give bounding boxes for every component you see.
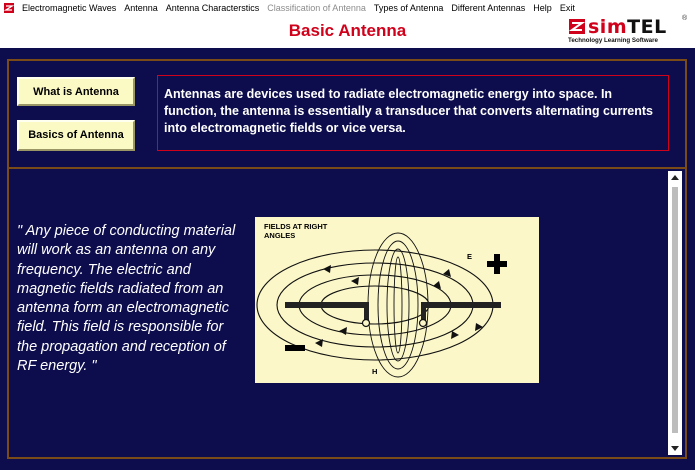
definition-box (157, 75, 669, 151)
scroll-down-icon[interactable] (671, 446, 679, 451)
menu-types-of-antenna[interactable]: Types of Antenna (373, 3, 444, 13)
h-field-line (378, 241, 418, 369)
menu-antenna-characterstics[interactable]: Antenna Characterstics (165, 3, 260, 13)
menu-exit[interactable]: Exit (559, 3, 575, 13)
quote-text: " Any piece of conducting material will work as an antenna on any frequency. The electric and magnetic fields radiated from an antenna form an electromagnetic field. This field is responsible for the propagation and reception of RF energy. " (17, 223, 236, 375)
what-is-antenna-button[interactable]: What is Antenna (17, 77, 135, 106)
app-icon (4, 3, 14, 13)
dipole-arm-left (285, 302, 369, 308)
header (0, 16, 695, 48)
field-arrow (339, 327, 347, 335)
menu-classification-of-antenna[interactable]: Classification of Antenna (267, 3, 366, 13)
dipole-arm-right (421, 302, 501, 308)
feed-terminal (363, 320, 370, 327)
menu-help[interactable]: Help (533, 3, 552, 13)
logo-brand: simTEL (588, 16, 667, 38)
field-arrow (351, 277, 359, 285)
fields-diagram (255, 217, 539, 383)
menu-bar (0, 0, 695, 16)
e-field-label: E (467, 252, 473, 261)
basics-of-antenna-button[interactable]: Basics of Antenna (17, 120, 135, 151)
scroll-up-icon[interactable] (671, 175, 679, 180)
h-field-line (368, 233, 428, 377)
minus-sign (285, 345, 305, 351)
h-field-line (394, 257, 402, 353)
definition-text: Antennas are devices used to radiate electromagnetic energy into space. In function, the antenna is essentially a transducer that converts alternating currents into electromagnetic fields or vice versa. (164, 87, 654, 135)
h-field-label: H (372, 367, 378, 376)
simtel-logo-mark-icon (569, 19, 585, 34)
figure-caption: FIELDS AT RIGHT ANGLES (264, 222, 328, 240)
field-arrow (315, 339, 323, 347)
scroll-thumb[interactable] (672, 187, 678, 433)
field-arrow (475, 323, 483, 331)
menu-electromagnetic-waves[interactable]: Electromagnetic Waves (22, 3, 117, 13)
page-title: Basic Antenna (288, 21, 407, 40)
field-arrow (323, 265, 331, 273)
feed-terminal (420, 320, 427, 327)
menu-different-antennas[interactable]: Different Antennas (451, 3, 526, 13)
h-field-line (387, 249, 409, 361)
simtel-logo (566, 16, 692, 46)
vertical-scrollbar[interactable] (668, 171, 682, 455)
fields-diagram-svg (255, 217, 539, 383)
plus-sign-vertical (494, 254, 500, 274)
logo-tagline: Technology Learning Software (568, 37, 658, 44)
field-arrow (451, 331, 459, 339)
registered-mark: ® (682, 15, 688, 22)
menu-antenna[interactable]: Antenna (124, 3, 158, 13)
